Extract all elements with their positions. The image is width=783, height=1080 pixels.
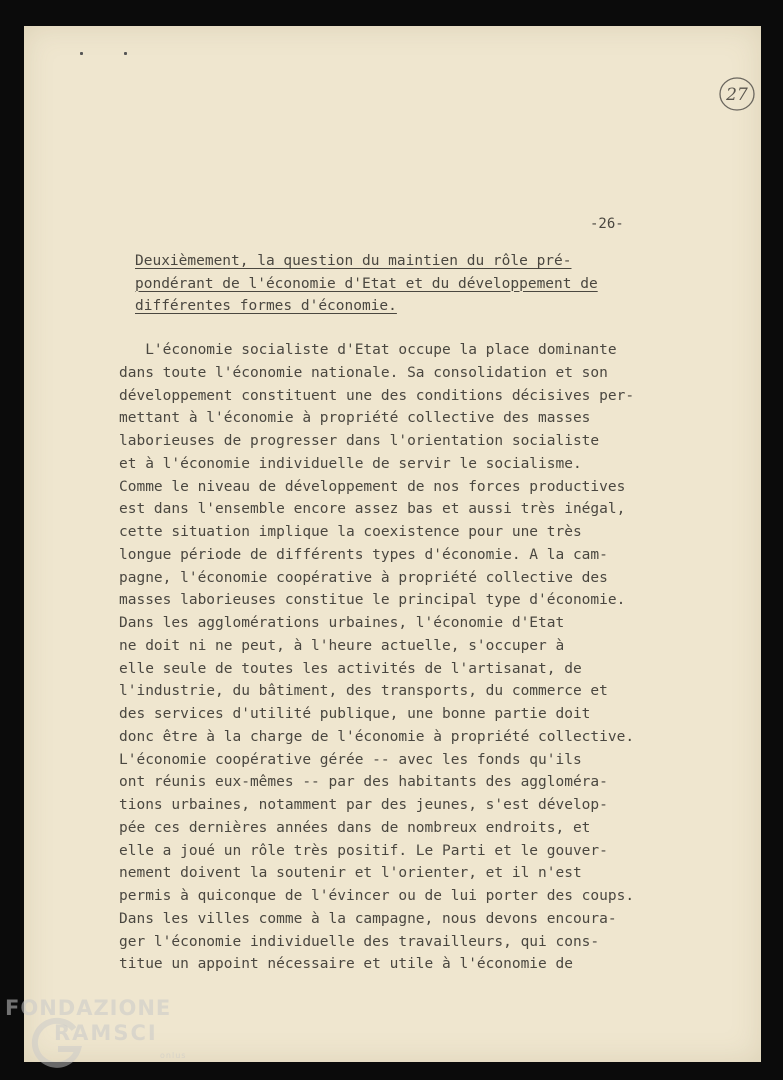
watermark-line1: FONDAZIONE	[5, 996, 172, 1020]
text-line: laborieuses de progresser dans l'orientation socialiste	[119, 433, 600, 449]
text-line: L'économie coopérative gérée -- avec les fonds qu'ils	[119, 751, 582, 768]
text-line: longue période de différents types d'économie. A la cam-	[119, 546, 608, 563]
text-line: Comme le niveau de développement de nos forces productives	[119, 478, 626, 495]
archive-stamp	[718, 75, 756, 113]
text-line: des services d'utilité publique, une bonne partie doit	[119, 706, 591, 722]
text-line: ger l'économie individuelle des travailleurs, qui cons-	[119, 933, 600, 950]
section-heading	[135, 250, 645, 318]
text-line: dans toute l'économie nationale. Sa consolidation et son	[119, 364, 608, 381]
text-line: cette situation implique la coexistence pour une très	[119, 524, 582, 540]
ink-speck	[80, 52, 83, 55]
watermark-line2	[32, 1021, 158, 1045]
text-line: Dans les agglomérations urbaines, l'économie d'Etat	[119, 615, 565, 631]
body-paragraph	[119, 339, 699, 976]
heading-line: Deuxièmement, la question du maintien du rôle pré-	[135, 253, 572, 269]
text-line: titue un appoint nécessaire et utile à l'économie de	[119, 956, 573, 973]
text-line: pagne, l'économie coopérative à propriété collective des	[119, 569, 608, 586]
archive-stamp-circle	[718, 75, 756, 113]
text-line: mettant à l'économie à propriété collective des masses	[119, 410, 591, 427]
text-line: pée ces dernières années dans de nombreux endroits, et	[119, 819, 591, 836]
text-line: ne doit ni ne peut, à l'heure actuelle, s'occuper à	[119, 637, 565, 654]
watermark-line2-text: RAMSCI	[54, 1021, 158, 1045]
text-line: l'industrie, du bâtiment, des transports, du commerce et	[119, 683, 608, 700]
text-line: ont réunis eux-mêmes -- par des habitants des aggloméra-	[119, 774, 608, 791]
ink-speck	[124, 52, 127, 55]
text-line: développement constituent une des conditions décisives per-	[119, 387, 635, 404]
heading-line: différentes formes d'économie.	[135, 298, 397, 314]
text-line: Dans les villes comme à la campagne, nous devons encoura-	[119, 910, 617, 927]
archive-number: 27	[726, 85, 748, 105]
fondazione-gramsci-watermark	[0, 993, 200, 1080]
text-line: donc être à la charge de l'économie à propriété collective.	[119, 728, 635, 745]
text-line: et à l'économie individuelle de servir le socialisme.	[119, 455, 582, 472]
text-line: elle a joué un rôle très positif. Le Parti et le gouver-	[119, 842, 608, 859]
text-line: elle seule de toutes les activités de l'artisanat, de	[119, 660, 582, 677]
text-line: est dans l'ensemble encore assez bas et aussi très inégal,	[119, 501, 626, 518]
text-line: L'économie socialiste d'Etat occupe la place dominante	[119, 342, 617, 358]
text-line: nement doivent la soutenir et l'orienter, et il n'est	[119, 865, 582, 882]
text-line: permis à quiconque de l'évincer ou de lui porter des coups.	[119, 888, 635, 904]
document-page	[24, 26, 761, 1062]
watermark-suffix: onlus	[160, 1051, 187, 1060]
heading-line: pondérant de l'économie d'Etat et du développement de	[135, 275, 598, 292]
text-line: tions urbaines, notamment par des jeunes, s'est dévelop-	[119, 797, 608, 813]
page-number: -26-	[590, 216, 624, 232]
text-line: masses laborieuses constitue le principal type d'économie.	[119, 592, 626, 609]
